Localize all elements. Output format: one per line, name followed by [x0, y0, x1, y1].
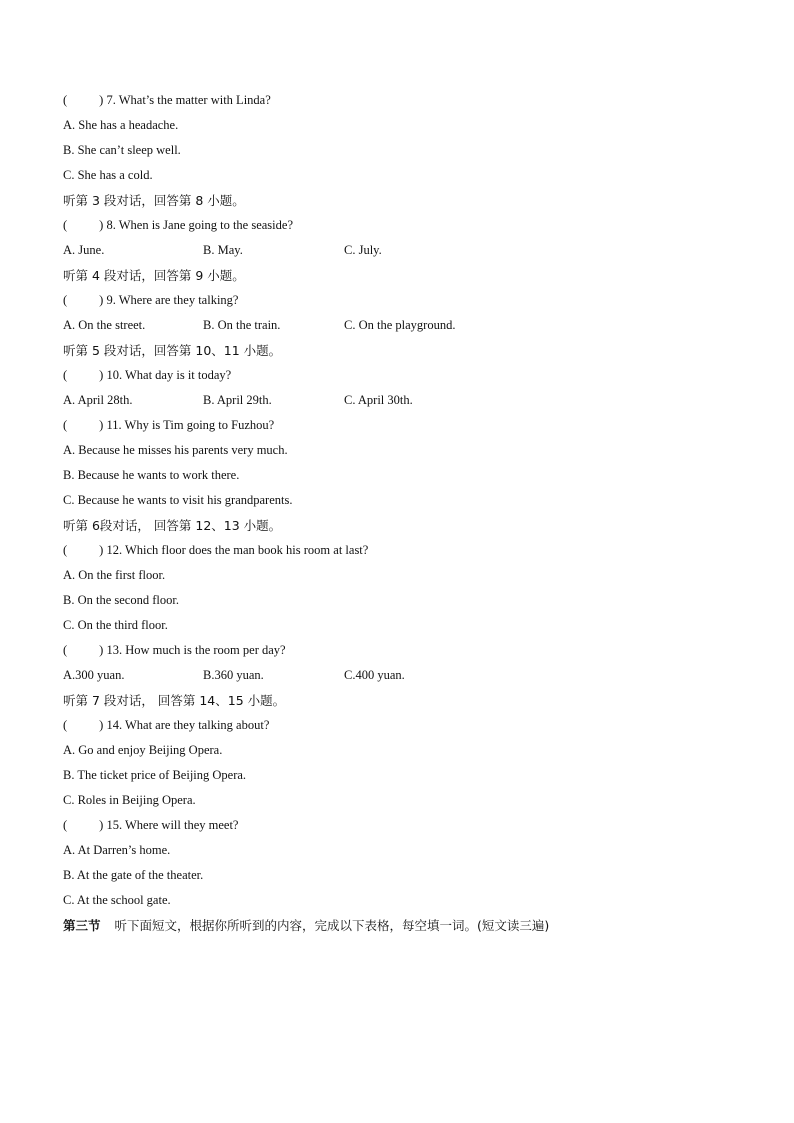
option-b: B. May. — [203, 243, 243, 257]
option-c: C. At the school gate. — [63, 893, 171, 907]
option-c: C. She has a cold. — [63, 168, 153, 182]
answer-bracket-open: ( — [63, 293, 68, 307]
option-b: B. On the second floor. — [63, 593, 179, 607]
option-a: A. On the first floor. — [63, 568, 166, 582]
option-b: B. Because he wants to work there. — [63, 468, 240, 482]
question-text: ) 11. Why is Tim going to Fuzhou? — [99, 418, 275, 432]
option-c: C. On the playground. — [344, 318, 456, 332]
question-text: ) 14. What are they talking about? — [99, 718, 270, 732]
dialog-6-instruction: 听第 6段对话， 回答第 12、13 小题。 — [63, 518, 282, 533]
question-15 — [63, 813, 743, 838]
question-text: ) 9. Where are they talking? — [99, 293, 239, 307]
option-a: A. June. — [63, 243, 105, 257]
option-a: A. She has a headache. — [63, 118, 179, 132]
option-b: B. April 29th. — [203, 393, 272, 407]
option-c: C. April 30th. — [344, 393, 413, 407]
question-text: ) 7. What’s the matter with Linda? — [99, 93, 271, 107]
option-b: B. She can’t sleep well. — [63, 143, 181, 157]
dialog-4-instruction: 听第 4 段对话，回答第 9 小题。 — [63, 268, 245, 283]
question-text: ) 13. How much is the room per day? — [99, 643, 286, 657]
option-b: B. The ticket price of Beijing Opera. — [63, 768, 247, 782]
answer-bracket-open: ( — [63, 643, 68, 657]
answer-bracket-open: ( — [63, 718, 68, 732]
answer-bracket-open: ( — [63, 218, 68, 232]
listening-section — [63, 88, 743, 938]
question-text: ) 10. What day is it today? — [99, 368, 232, 382]
option-a: A. April 28th. — [63, 393, 133, 407]
answer-bracket-open: ( — [63, 93, 68, 107]
answer-bracket-open: ( — [63, 368, 68, 382]
section-3-label: 第三节 — [63, 918, 101, 933]
option-c: C. On the third floor. — [63, 618, 168, 632]
dialog-3-instruction: 听第 3 段对话，回答第 8 小题。 — [63, 193, 245, 208]
option-c: C. Because he wants to visit his grandparents. — [63, 493, 293, 507]
options-row — [63, 388, 743, 413]
question-7 — [63, 88, 743, 113]
options-row — [63, 238, 743, 263]
answer-bracket-open: ( — [63, 543, 68, 557]
question-9 — [63, 288, 743, 313]
option-c: C.400 yuan. — [344, 668, 405, 682]
options-row — [63, 313, 743, 338]
question-text: ) 8. When is Jane going to the seaside? — [99, 218, 293, 232]
option-c: C. July. — [344, 243, 382, 257]
option-a: A.300 yuan. — [63, 668, 125, 682]
option-b: B. On the train. — [203, 318, 281, 332]
option-a: A. On the street. — [63, 318, 146, 332]
option-c: C. Roles in Beijing Opera. — [63, 793, 196, 807]
question-13 — [63, 638, 743, 663]
question-11 — [63, 413, 743, 438]
question-text: ) 12. Which floor does the man book his room at last? — [99, 543, 369, 557]
question-12 — [63, 538, 743, 563]
option-a: A. Because he misses his parents very much. — [63, 443, 288, 457]
section-3-heading — [63, 913, 743, 938]
question-8 — [63, 213, 743, 238]
option-a: A. At Darren’s home. — [63, 843, 171, 857]
question-10 — [63, 363, 743, 388]
dialog-7-instruction: 听第 7 段对话， 回答第 14、15 小题。 — [63, 693, 286, 708]
option-a: A. Go and enjoy Beijing Opera. — [63, 743, 223, 757]
options-row — [63, 663, 743, 688]
option-b: B. At the gate of the theater. — [63, 868, 204, 882]
question-14 — [63, 713, 743, 738]
option-b: B.360 yuan. — [203, 668, 264, 682]
dialog-5-instruction: 听第 5 段对话，回答第 10、11 小题。 — [63, 343, 282, 358]
answer-bracket-open: ( — [63, 818, 68, 832]
section-3-instruction: 听下面短文，根据你所听到的内容，完成以下表格，每空填一词。(短文读三遍) — [114, 918, 550, 933]
answer-bracket-open: ( — [63, 418, 68, 432]
question-text: ) 15. Where will they meet? — [99, 818, 239, 832]
